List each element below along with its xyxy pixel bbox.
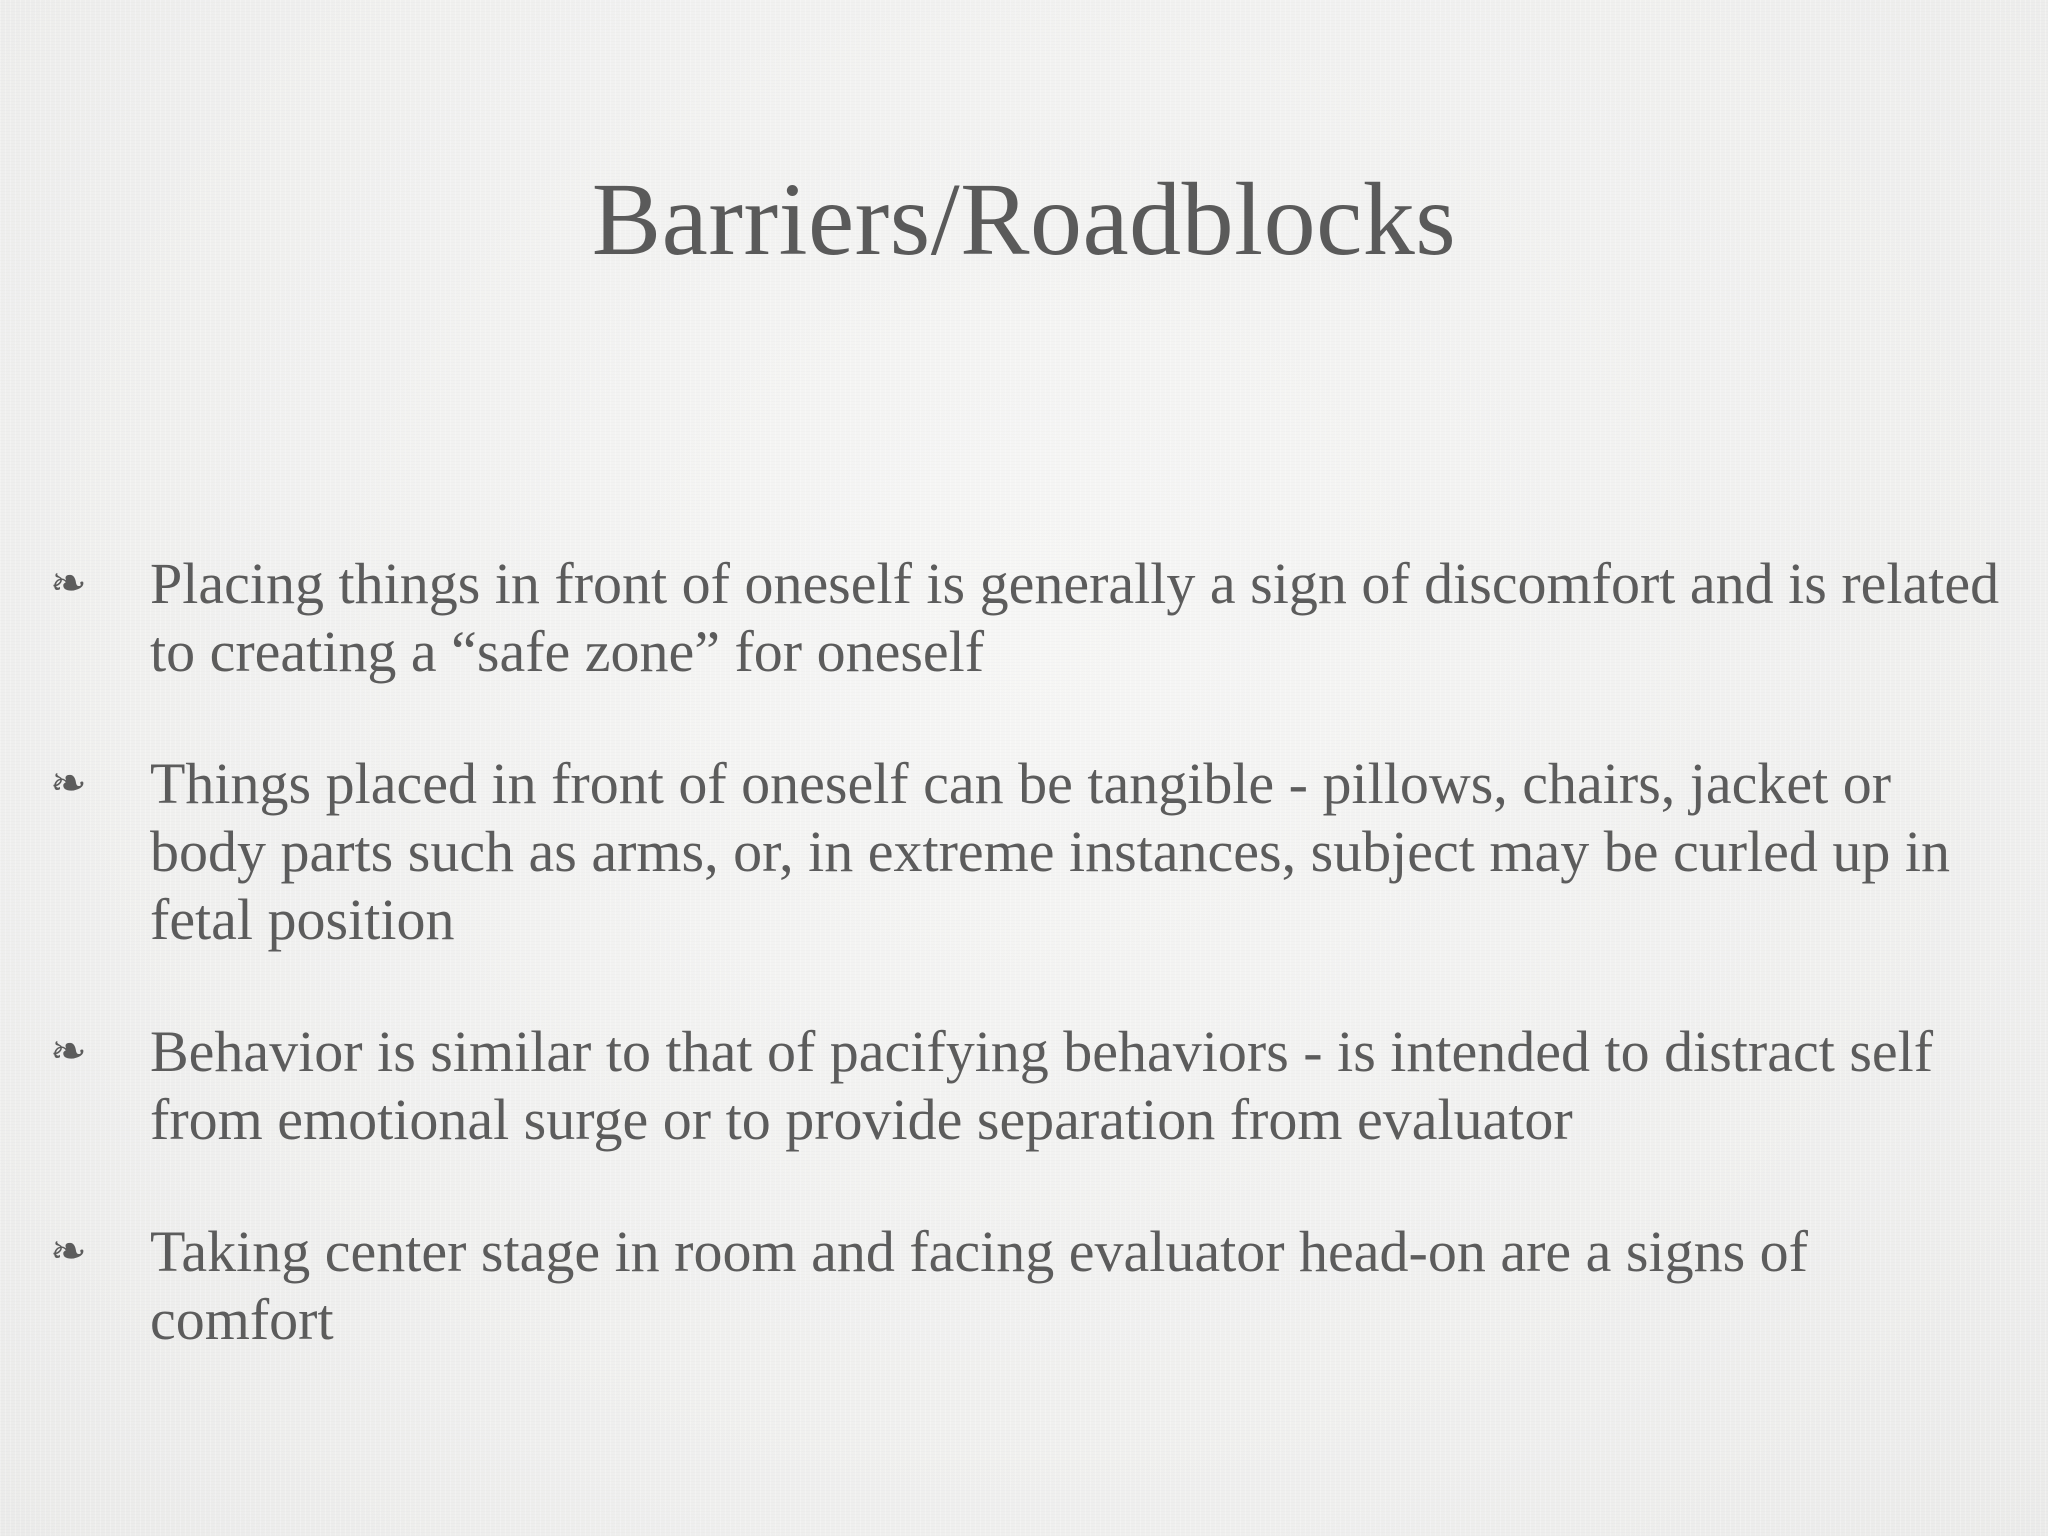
floral-heart-bullet-icon: ❧ — [50, 1026, 87, 1077]
bullet-item — [0, 550, 2000, 686]
slide-title: Barriers/Roadblocks — [591, 162, 1457, 277]
floral-heart-bullet-icon: ❧ — [50, 1226, 87, 1277]
bullet-text: Placing things in front of oneself is generally a sign of discomfort and is related to creating a “safe zone” for oneself — [150, 551, 2000, 684]
floral-heart-bullet-icon: ❧ — [50, 558, 87, 609]
bullet-text: Things placed in front of oneself can be tangible - pillows, chairs, jacket or body parts such as arms, or, in extreme instances, subject may be curled up in fetal position — [150, 751, 1951, 952]
bullet-text: Taking center stage in room and facing evaluator head-on are a signs of comfort — [150, 1219, 1808, 1352]
bullet-item — [0, 1218, 2000, 1354]
bullet-item — [0, 1018, 2000, 1154]
bullet-text: Behavior is similar to that of pacifying behaviors - is intended to distract self from emotional surge or to provide separation from evaluator — [150, 1019, 1934, 1152]
bullet-list — [0, 550, 2048, 1418]
bullet-item — [0, 750, 2000, 954]
floral-heart-bullet-icon: ❧ — [50, 758, 87, 809]
